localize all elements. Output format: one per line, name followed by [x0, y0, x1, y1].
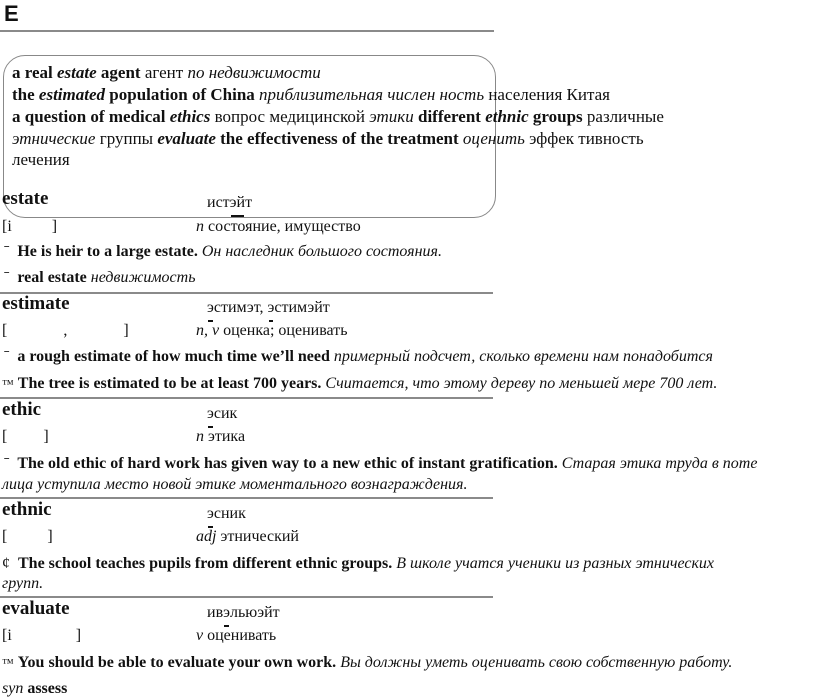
definition: [196, 217, 361, 237]
synonym-label: syn: [2, 680, 24, 697]
pronunciation: [207, 298, 330, 318]
pron-part: стимэйт: [274, 299, 330, 316]
pron-part: сик: [213, 405, 238, 422]
headword: ethic: [2, 399, 42, 420]
phrase-segment: лечения: [12, 150, 70, 169]
translation: оценка; оценивать: [219, 322, 348, 339]
phrase-segment: different: [413, 107, 486, 126]
example-ru: Считается, что этому дереву по меньшей мере 700 лет.: [321, 375, 718, 392]
pronunciation: [207, 404, 237, 424]
example: [4, 242, 442, 262]
phrase-segment: оценить: [462, 129, 525, 148]
pronunciation: [207, 504, 246, 524]
section-letter: E: [4, 1, 19, 26]
phrase-segment: этнические: [12, 129, 96, 148]
headword: estate: [2, 188, 49, 209]
phrase-segment: этики: [369, 107, 414, 126]
phrase-segment: различные: [582, 107, 664, 126]
phrase-segment: estate: [57, 63, 97, 82]
phrase-segment: эффек тивность: [524, 129, 644, 148]
phrase-segment: по недвижимости: [187, 63, 321, 82]
phrase-segment: population of China: [105, 85, 260, 104]
headword: evaluate: [2, 598, 70, 619]
phrase-segment: estimated: [38, 85, 106, 104]
pron-part: льюэйт: [230, 604, 280, 621]
pron-part: ив: [207, 604, 224, 621]
ipa: [ ]: [2, 528, 53, 545]
entry-divider: [0, 596, 493, 598]
header-divider: [0, 30, 494, 32]
phrase-segment: вопрос медицинской: [210, 107, 370, 126]
example-en: The old ethic of hard work has given way to a new ethic of instant gratification.: [17, 455, 558, 472]
bullet-icon: ˉ: [4, 243, 10, 260]
example: [4, 347, 713, 367]
pron-stress: эй: [229, 194, 246, 211]
example-ru: групп.: [2, 575, 44, 592]
translation: оценивать: [203, 627, 277, 644]
translation: этнический: [216, 528, 299, 545]
bullet-icon: ™: [2, 377, 14, 391]
pron-part: стимэт,: [213, 299, 268, 316]
phrase-segment: agent: [96, 63, 145, 82]
bullet-icon: ™: [2, 656, 14, 670]
bullet-icon: ¢: [2, 555, 10, 572]
part-of-speech: v: [196, 627, 204, 644]
phrase-line: [12, 84, 610, 105]
ipa: [i ]: [2, 218, 58, 235]
example-ru: недвижимость: [86, 269, 196, 286]
synonym-word: assess: [23, 680, 68, 697]
example-en: The tree is estimated to be at least 700 years.: [17, 375, 322, 392]
phrase-segment: a question of medical: [12, 107, 170, 126]
pron-part: т: [245, 194, 253, 211]
pron-stress: э: [223, 604, 230, 621]
phrase-line: [12, 149, 70, 170]
headword: estimate: [2, 293, 70, 314]
example-en: You should be able to evaluate your own work.: [17, 654, 337, 671]
phrase-segment: ethnic: [485, 107, 529, 126]
definition: [196, 427, 245, 447]
definition: [196, 321, 348, 341]
example-en: a rough estimate of how much time we’ll need: [17, 348, 330, 365]
part-of-speech: n, v: [196, 322, 220, 339]
pron-part: сник: [213, 505, 246, 522]
phrase-line: [12, 106, 664, 127]
phrase-segment: приблизительная числен ность: [259, 85, 485, 104]
definition: [196, 626, 276, 646]
phrase-segment: groups: [528, 107, 583, 126]
pronunciation: [207, 193, 252, 213]
entry-divider: [0, 292, 493, 294]
example-ru: Вы должны уметь оценивать свою собственную работу.: [336, 654, 733, 671]
example-ru: примерный подсчет, сколько времени нам понадобится: [329, 348, 713, 365]
phrase-segment: населения Китая: [484, 85, 610, 104]
definition: [196, 527, 299, 547]
phrase-line: [12, 128, 644, 149]
pron-stress: э: [267, 299, 275, 316]
translation: этика: [204, 428, 246, 445]
headword: ethnic: [2, 499, 52, 520]
ipa: [ ]: [2, 428, 49, 445]
example: [4, 268, 196, 288]
example-ru: Он наследник большого состояния.: [197, 243, 442, 260]
phrase-segment: ethics: [169, 107, 211, 126]
phrase-line: [12, 62, 321, 83]
example-continued: [2, 475, 467, 495]
part-of-speech: adj: [196, 528, 217, 545]
pron-stress: э: [207, 405, 214, 422]
phrase-segment: evaluate: [157, 129, 216, 148]
pron-stress: э: [207, 505, 214, 522]
example-en: He is heir to a large estate.: [17, 243, 198, 260]
example: [2, 554, 714, 574]
example: [4, 454, 757, 474]
phrase-segment: агент: [144, 63, 188, 82]
part-of-speech: n: [196, 218, 204, 235]
part-of-speech: n: [196, 428, 204, 445]
bullet-icon: ˉ: [4, 269, 10, 286]
example-ru: В школе учатся ученики из разных этнических: [392, 555, 715, 572]
phrase-segment: a real: [12, 63, 58, 82]
phrase-segment: the effectiveness of the treatment: [215, 129, 463, 148]
pron-stress: э: [207, 299, 214, 316]
entry-divider: [0, 497, 493, 499]
example: [2, 653, 732, 673]
ipa: [ , ]: [2, 322, 129, 339]
example-ru: Старая этика труда в поте: [557, 455, 758, 472]
pronunciation: [207, 603, 280, 623]
bullet-icon: ˉ: [4, 455, 10, 472]
phrase-segment: the: [12, 85, 39, 104]
phrase-segment: группы: [95, 129, 158, 148]
example-ru: лица уступила место новой этике моментального вознаграждения.: [2, 476, 468, 493]
bullet-icon: ˉ: [4, 348, 10, 365]
example-en: real estate: [17, 269, 87, 286]
ipa: [i ]: [2, 627, 82, 644]
pron-part: ист: [207, 194, 230, 211]
translation: состояние, имущество: [204, 218, 361, 235]
example-en: The school teaches pupils from different ethnic groups.: [18, 555, 393, 572]
entry-divider: [0, 397, 493, 399]
example-continued: [2, 574, 43, 594]
example: [2, 374, 717, 394]
synonym: [2, 679, 67, 699]
